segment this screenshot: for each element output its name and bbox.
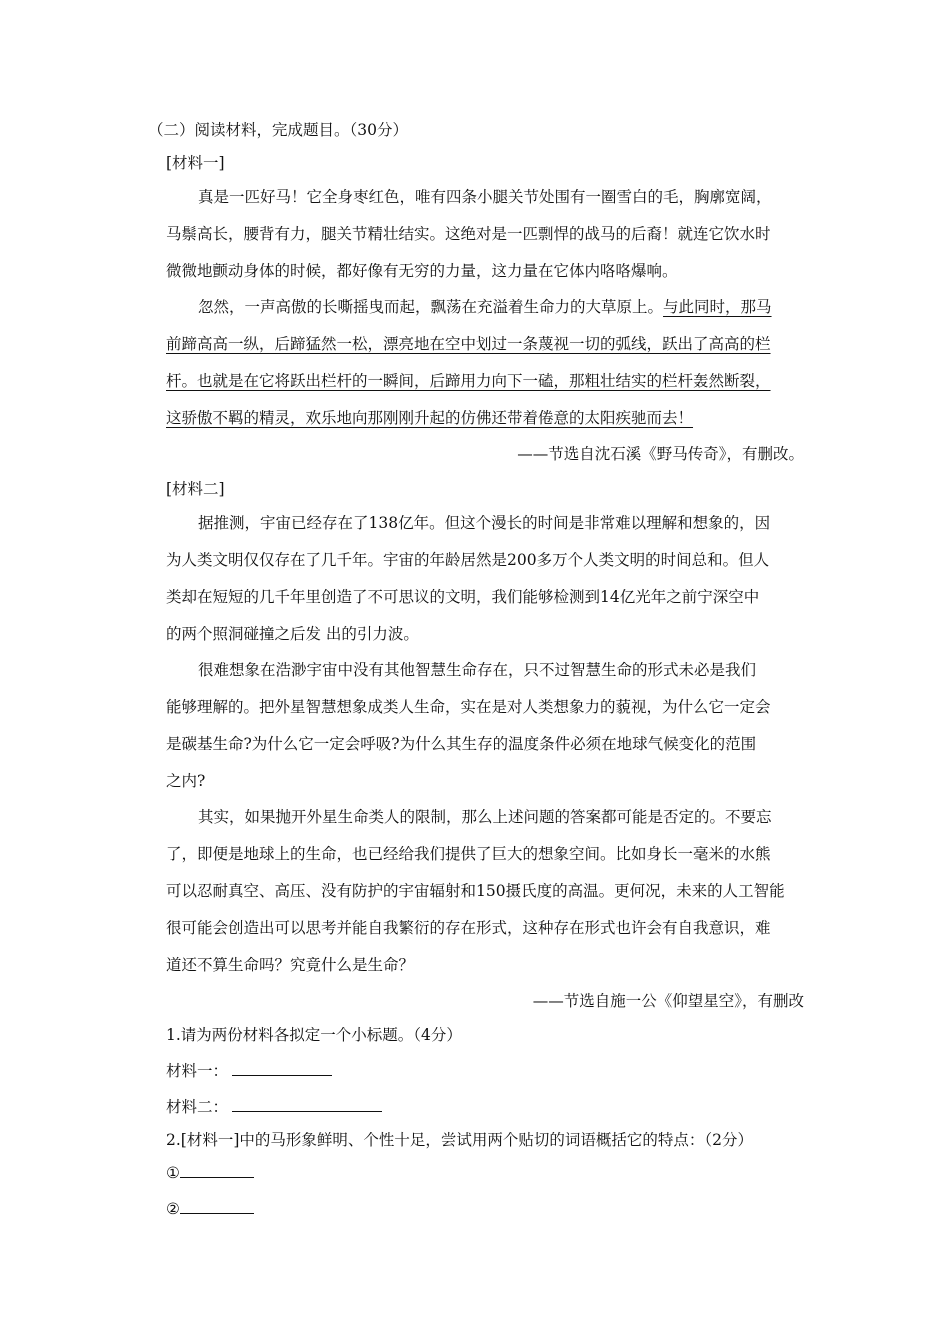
answer-label: 材料一： xyxy=(166,1062,229,1080)
material1-p2-underlined-start: 与此同时，那马 xyxy=(663,298,772,316)
material2-p2-line3: 是碳基生命?为什么它一定会呼吸?为什么其生存的温度条件必须在地球气候变化的范围 xyxy=(166,735,757,753)
answer-blank-trait2[interactable] xyxy=(180,1199,254,1214)
material2-p3-line4: 很可能会创造出可以思考并能自我繁衍的存在形式，这种存在形式也许会有自我意识，难 xyxy=(166,919,771,937)
material1-p2-line2 xyxy=(166,334,771,354)
material2-p3-line2: 了，即便是地球上的生命，也已经给我们提供了巨大的想象空间。比如身长一毫米的水熊 xyxy=(166,845,771,863)
answer-label: ② xyxy=(166,1200,180,1218)
material2-p2-line1: 很难想象在浩渺宇宙中没有其他智慧生命存在，只不过智慧生命的形式未必是我们 xyxy=(198,661,757,679)
material1-p2-line1 xyxy=(198,297,772,317)
answer-blank-material1[interactable] xyxy=(232,1061,332,1076)
material2-p3-line1: 其实，如果抛开外星生命类人的限制，那么上述问题的答案都可能是否定的。不要忘 xyxy=(198,808,772,826)
material2-p1-line1: 据推测，宇宙已经存在了138亿年。但这个漫长的时间是非常难以理解和想象的，因 xyxy=(198,514,771,532)
question-2-answer-a xyxy=(166,1163,254,1183)
underlined-text: 前蹄高高一纵，后蹄猛然一松，漂亮地在空中划过一条蔑视一切的弧线，跃出了高高的栏 xyxy=(166,335,771,353)
answer-label: ① xyxy=(166,1164,180,1182)
question-2: 2.[材料一]中的马形象鲜明、个性十足，尝试用两个贴切的词语概括它的特点：（2分） xyxy=(166,1131,753,1149)
material2-label: [材料二] xyxy=(166,480,225,498)
answer-blank-material2[interactable] xyxy=(232,1097,382,1112)
material2-p1-line2: 为人类文明仅仅存在了几千年。宇宙的年龄居然是200多万个人类文明的时间总和。但人 xyxy=(166,551,770,569)
material1-p2-line3 xyxy=(166,371,771,391)
material1-label: [材料一] xyxy=(166,154,225,172)
question-1: 1.请为两份材料各拟定一个小标题。（4分） xyxy=(166,1026,462,1044)
underlined-text: 这骄傲不羁的精灵，欢乐地向那刚刚升起的仿佛还带着倦意的太阳疾驰而去！ xyxy=(166,409,694,427)
material1-p2-line4 xyxy=(166,408,693,428)
underlined-text: 杆。也就是在它将跃出栏杆的一瞬间，后蹄用力向下一磕，那粗壮结实的栏杆轰然断裂， xyxy=(166,372,771,390)
question-1-answer-a xyxy=(166,1061,332,1081)
material2-p1-line4: 的两个照洞碰撞之后发 出的引力波。 xyxy=(166,625,419,643)
answer-blank-trait1[interactable] xyxy=(180,1163,254,1178)
question-2-answer-b xyxy=(166,1199,254,1219)
material1-source: ——节选自沈石溪《野马传奇》，有删改。 xyxy=(517,445,804,463)
material1-p1-line1: 真是一匹好马！它全身枣红色，唯有四条小腿关节处围有一圈雪白的毛，胸廓宽阔， xyxy=(198,188,772,206)
section-heading: （二）阅读材料，完成题目。（30分） xyxy=(148,121,408,139)
material2-p2-line2: 能够理解的。把外星智慧想象成类人生命，实在是对人类想象力的藐视，为什么它一定会 xyxy=(166,698,771,716)
material2-p3-line5: 道还不算生命吗？究竟什么是生命？ xyxy=(166,956,415,974)
material1-p1-line2: 马鬃高长，腰背有力，腿关节精壮结实。这绝对是一匹剽悍的战马的后裔！就连它饮水时 xyxy=(166,225,771,243)
answer-label: 材料二： xyxy=(166,1098,229,1116)
material2-p3-line3: 可以忍耐真空、高压、没有防护的宇宙辐射和150摄氏度的高温。更何况，未来的人工智能 xyxy=(166,882,785,900)
material1-p2-plain: 忽然，一声高傲的长嘶摇曳而起，飘荡在充溢着生命力的大草原上。 xyxy=(198,298,664,316)
material2-p2-line4: 之内? xyxy=(166,772,206,790)
material2-source: ——节选自施一公《仰望星空》，有删改 xyxy=(532,992,804,1010)
material2-p1-line3: 类却在短短的几千年里创造了不可思议的文明，我们能够检测到14亿光年之前宁深空中 xyxy=(166,588,760,606)
question-1-answer-b xyxy=(166,1097,382,1117)
material1-p1-line3: 微微地颤动身体的时候，都好像有无穷的力量，这力量在它体内咯咯爆响。 xyxy=(166,262,678,280)
